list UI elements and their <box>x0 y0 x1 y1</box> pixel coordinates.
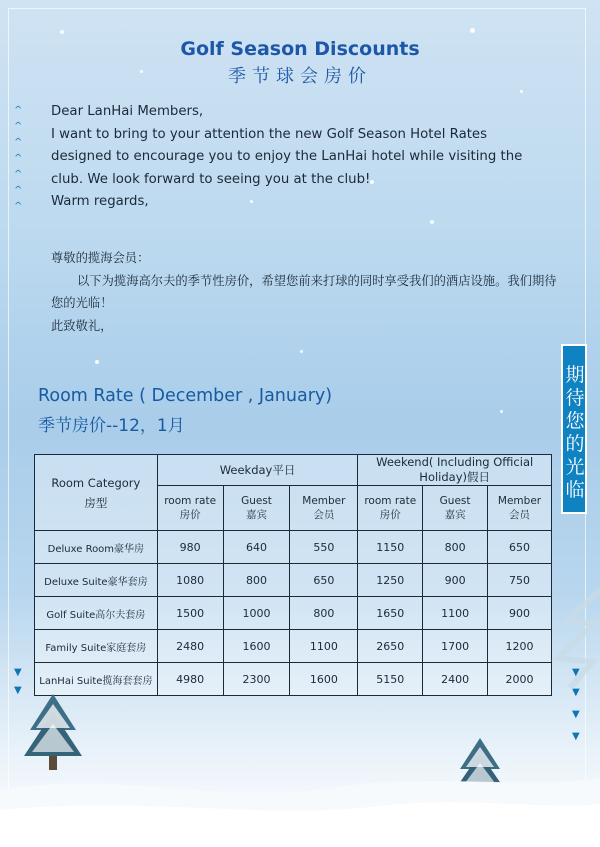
rate-subheader <box>223 486 290 531</box>
rate-subheader-en: Member <box>302 495 346 507</box>
rate-cell: 650 <box>488 531 552 564</box>
rate-cell: 650 <box>290 564 358 597</box>
rate-cell: 550 <box>290 531 358 564</box>
side-banner-char: 的 <box>565 433 585 455</box>
room-category-cell: Family Suite家庭套房 <box>35 630 158 663</box>
rate-subheader-en: Guest <box>241 495 272 507</box>
snowflake <box>470 28 475 33</box>
rate-cell: 1080 <box>157 564 223 597</box>
side-banner-char: 光 <box>565 456 585 478</box>
side-banner-char: 临 <box>565 479 585 501</box>
rate-cell: 640 <box>223 531 290 564</box>
rate-subheader <box>488 486 552 531</box>
chevron-up-icon: ^ <box>14 137 23 148</box>
chevron-up-icon: ^ <box>14 169 23 180</box>
weekend-header: Weekend( Including Official Holiday)假日 <box>358 455 552 486</box>
rate-cell: 900 <box>488 597 552 630</box>
rate-cell: 980 <box>157 531 223 564</box>
letter-cn-body: 以下为揽海高尔夫的季节性房价，希望您前来打球的同时享受我们的酒店设施。我们期待您的光临！ <box>51 273 557 310</box>
rate-subheader-en: room rate <box>364 495 417 507</box>
side-banner-char: 您 <box>565 410 585 432</box>
table-row <box>35 663 552 696</box>
snowflake <box>430 220 434 224</box>
room-category-header-en: Room Category <box>51 475 141 490</box>
rate-cell: 1150 <box>358 531 423 564</box>
rate-cell: 1600 <box>290 663 358 696</box>
rate-cell: 5150 <box>358 663 423 696</box>
rate-subheader <box>290 486 358 531</box>
snow-ground <box>0 760 600 847</box>
chevron-up-icon: ^ <box>14 121 23 132</box>
snowflake <box>60 30 64 34</box>
rate-subheader <box>157 486 223 531</box>
chevron-up-icon: ^ <box>14 201 23 212</box>
room-category-header-cn: 房型 <box>84 495 108 510</box>
rate-cell: 2400 <box>423 663 488 696</box>
rate-subheader-cn: 房价 <box>379 509 401 521</box>
rate-cell: 1600 <box>223 630 290 663</box>
rate-cell: 2300 <box>223 663 290 696</box>
chevron-up-icon: ^ <box>14 153 23 164</box>
table-row <box>35 630 552 663</box>
rate-subheader-cn: 房价 <box>179 509 201 521</box>
snowflake <box>300 350 303 353</box>
letter-cn-closing: 此致敬礼， <box>51 318 113 333</box>
letter-english <box>51 101 551 214</box>
rate-subheader <box>358 486 423 531</box>
table-row <box>35 564 552 597</box>
room-category-cell: Golf Suite高尔夫套房 <box>35 597 158 630</box>
rate-cell: 800 <box>223 564 290 597</box>
chevron-down-icon: ▼ <box>572 687 580 698</box>
rate-subheader-cn: 会员 <box>509 509 531 521</box>
rate-cell: 1500 <box>157 597 223 630</box>
rate-cell: 4980 <box>157 663 223 696</box>
side-banner-char: 期 <box>565 364 585 386</box>
letter-chinese <box>51 247 561 337</box>
rate-cell: 1100 <box>423 597 488 630</box>
rate-cell: 1250 <box>358 564 423 597</box>
table-row <box>35 531 552 564</box>
rate-cell: 800 <box>290 597 358 630</box>
side-banner-char: 待 <box>565 387 585 409</box>
room-category-cell: LanHai Suite揽海套套房 <box>35 663 158 696</box>
weekday-header: Weekday平日 <box>157 455 358 486</box>
chevron-up-icon: ^ <box>14 105 23 116</box>
page-title-chinese: 季节球会房价 <box>228 66 372 87</box>
rate-cell: 1650 <box>358 597 423 630</box>
snowflake <box>95 360 99 364</box>
chevron-down-icon: ▼ <box>14 685 22 696</box>
rate-cell: 1200 <box>488 630 552 663</box>
letter-cn-greeting: 尊敬的揽海会员： <box>51 251 150 265</box>
letter-greeting: Dear LanHai Members, <box>51 104 204 119</box>
chevron-down-icon: ▼ <box>572 731 580 742</box>
room-category-cell: Deluxe Suite豪华套房 <box>35 564 158 597</box>
room-category-cell: Deluxe Room豪华房 <box>35 531 158 564</box>
chevron-up-icon: ^ <box>14 185 23 196</box>
table-row <box>35 597 552 630</box>
rate-subheader-en: room rate <box>164 495 217 507</box>
rate-subheader-en: Member <box>497 495 542 507</box>
chevron-down-icon: ▼ <box>14 667 22 678</box>
snowflake <box>520 90 523 93</box>
rate-subheader-cn: 嘉宾 <box>444 509 466 521</box>
rate-cell: 2000 <box>488 663 552 696</box>
rate-cell: 2480 <box>157 630 223 663</box>
rate-subheader-cn: 会员 <box>313 509 335 521</box>
rate-subheader-cn: 嘉宾 <box>245 509 267 521</box>
room-rate-heading: Room Rate ( December , January) <box>38 386 333 406</box>
rate-cell: 1700 <box>423 630 488 663</box>
letter-closing: Warm regards, <box>51 194 149 209</box>
room-rate-table <box>34 454 552 696</box>
rate-subheader <box>423 486 488 531</box>
room-category-header <box>35 455 158 531</box>
snowflake <box>500 410 503 413</box>
letter-body: I want to bring to your attention the new Golf Season Hotel Rates designed to encourage you to enjoy the LanHai hotel while visiting the club. We look forward to seeing you at the club! <box>51 126 523 187</box>
rate-cell: 1100 <box>290 630 358 663</box>
rate-subheader-en: Guest <box>439 495 471 507</box>
snowy-branch-right <box>548 580 600 690</box>
chevron-down-icon: ▼ <box>572 667 580 678</box>
chevron-down-icon: ▼ <box>572 709 580 720</box>
rate-cell: 900 <box>423 564 488 597</box>
side-banner-text <box>563 364 587 502</box>
rate-cell: 750 <box>488 564 552 597</box>
rate-cell: 1000 <box>223 597 290 630</box>
room-rate-heading-chinese: 季节房价--12，1月 <box>38 416 185 436</box>
rate-cell: 800 <box>423 531 488 564</box>
rate-cell: 2650 <box>358 630 423 663</box>
page-title-english: Golf Season Discounts <box>180 38 420 60</box>
